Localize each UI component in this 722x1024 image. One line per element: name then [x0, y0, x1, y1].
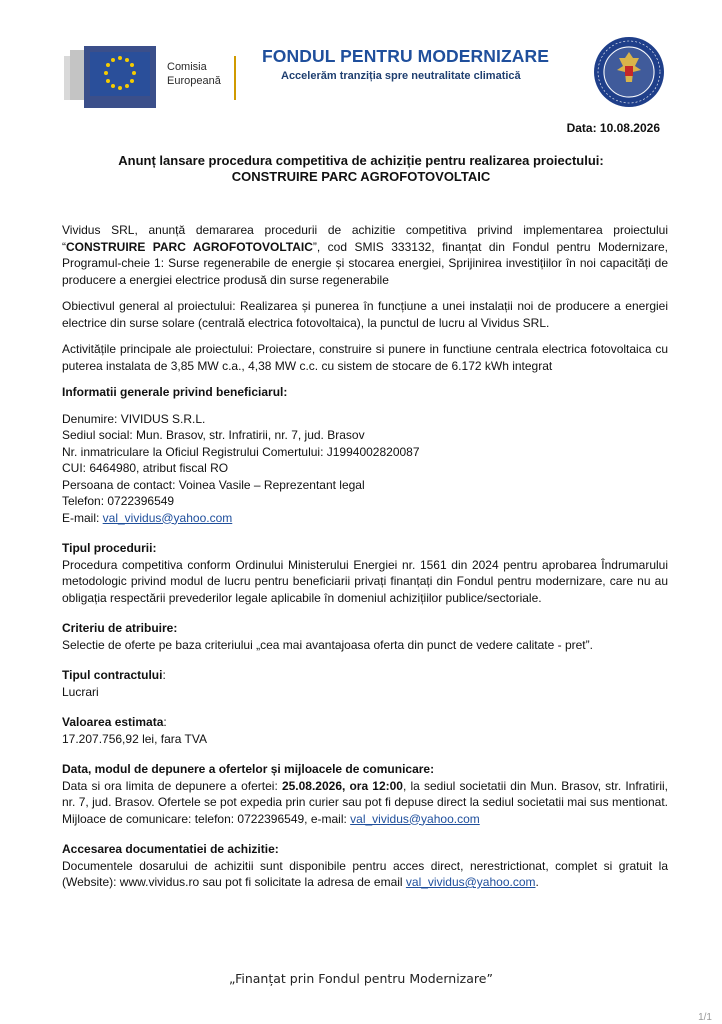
- procedure-text: Procedura competitiva conform Ordinului Ministerului Energiei nr. 1561 din 2024 pentru aprobarea Îndrumarului metodologic privind modul de lucru pentru beneficiarii privați finanțați din Fondul pentru modernizare, care nu au obligația respectării prevederilor legale aplicabile în domeniul achizițiilor publice/sectoriale.: [62, 557, 668, 605]
- beneficiary-cui: CUI: 6464980, atribut fiscal RO: [62, 461, 229, 475]
- documentation-heading: Accesarea documentatiei de achizitie:: [62, 842, 279, 856]
- submission-text-2: , la sediul societatii din Mun. Brasov, str. Infratirii, nr. 7, jud. Brasov. Ofertele se pot expedia prin curier sau pot fi depuse direct la sediul societatii mai sus mentionat. Mijloace de comunicare: telefon: 0722396549, e-mail:: [62, 778, 669, 826]
- objective-paragraph: Obiectivul general al proiectului: Realizarea și punerea în funcțiune a unei instalații noi de producere a energiei electrice din surse solare (centrală electrica fotovoltaica), la punctul de lucru al Vividus SRL.: [62, 299, 668, 330]
- intro-text-2: ”, cod SMIS 333132, finanțat din Fondul pentru Modernizare, Programul-cheie 1: Surse regenerabile de energie și stocarea energiei, Sprijinirea investițiilor în noi capacități de producere a energiei electrice produsă din surse regenerabile: [62, 239, 668, 287]
- email-label: E-mail:: [62, 510, 103, 525]
- documentation-email-link[interactable]: val_vividus@yahoo.com: [405, 875, 536, 889]
- submission-text: [62, 778, 668, 828]
- eu-text-line-2: Europeană: [167, 75, 221, 87]
- estimated-value-text: 17.207.756,92 lei, fara TVA: [62, 731, 207, 746]
- beneficiary-name: Denumire: VIVIDUS S.R.L.: [62, 411, 206, 426]
- page-number: 1/1: [698, 1012, 712, 1023]
- intro-paragraph: [62, 222, 668, 288]
- activities-paragraph: Activitățile principale ale proiectului: Proiectare, construire si punere in functiune centrala electrica fotovoltaica cu puterea instalata de 3,85 MW c.a., 4,38 MW c.c. cu sistem de stocare de 6.172 kWh integrat: [62, 342, 668, 373]
- document-title: [40, 153, 682, 185]
- submission-deadline: 25.08.2026, ora 12:00: [281, 778, 403, 793]
- estimated-value-heading-line: [62, 714, 668, 731]
- contract-type-colon: :: [162, 668, 166, 682]
- documentation-text-body: Documentele dosarului de achizitii sunt disponibile pentru acces direct, nerestrictionat, complet si gratuit la (Website): www.vividus.ro sau pot fi solicitate la adresa de email: [62, 858, 668, 889]
- header-divider: [234, 56, 236, 100]
- intro-project-name: CONSTRUIRE PARC AGROFOTOVOLTAIC: [66, 239, 313, 254]
- beneficiary-email-link[interactable]: val_vividus@yahoo.com: [102, 510, 233, 525]
- beneficiary-heading: Informatii generale privind beneficiarul:: [62, 385, 288, 399]
- header: [0, 28, 722, 118]
- documentation-text: [62, 858, 668, 891]
- government-seal-logo: [593, 36, 665, 108]
- documentation-text-end: .: [535, 875, 539, 889]
- beneficiary-registry: Nr. inmatriculare la Oficiul Registrului Comertului: J1994002820087: [62, 444, 420, 459]
- intro-text-1: Vividus SRL, anunță demararea procedurii de achizitie competitiva privind implementarea proiectului “: [62, 223, 668, 254]
- criteria-heading: Criteriu de atribuire:: [62, 621, 178, 635]
- estimated-value-heading: Valoarea estimata: [62, 715, 164, 729]
- beneficiary-email-line: [62, 510, 668, 527]
- announcement-date: Data: 10.08.2026: [566, 121, 660, 135]
- beneficiary-contact: Persoana de contact: Voinea Vasile – Reprezentant legal: [62, 477, 365, 492]
- footer-funding-note: „Finanțat prin Fondul pentru Modernizare”: [229, 971, 493, 986]
- beneficiary-phone: Telefon: 0722396549: [62, 494, 175, 508]
- beneficiary-seat: Sediul social: Mun. Brasov, str. Infratirii, nr. 7, jud. Brasov: [62, 428, 365, 442]
- criteria-text: Selectie de oferte pe baza criteriului „cea mai avantajoasa oferta din punct de vedere calitate - pret”.: [62, 637, 593, 652]
- estimated-value-colon: :: [163, 715, 167, 729]
- contract-type-heading-line: [62, 667, 668, 684]
- procedure-heading: Tipul procedurii:: [62, 541, 157, 555]
- european-commission-logo: [64, 46, 164, 108]
- document-body: [62, 222, 668, 891]
- submission-email-link[interactable]: val_vividus@yahoo.com: [350, 811, 480, 826]
- title-line-1: Anunț lansare procedura competitiva de achiziție pentru realizarea proiectului:: [118, 153, 604, 168]
- title-project-name: CONSTRUIRE PARC AGROFOTOVOLTAIC: [231, 169, 491, 184]
- fund-subtitle: Accelerăm tranziția spre neutralitate climatică: [281, 70, 521, 82]
- contract-type-heading: Tipul contractului: [62, 668, 163, 682]
- fund-title: FONDUL PENTRU MODERNIZARE: [262, 46, 550, 66]
- eu-commission-label: [167, 60, 221, 88]
- submission-heading: Data, modul de depunere a ofertelor și mijloacele de comunicare:: [62, 762, 435, 776]
- contract-type-text: Lucrari: [62, 684, 99, 699]
- submission-text-1: Data si ora limita de depunere a ofertei:: [62, 778, 282, 793]
- eu-text-line-1: Comisia: [167, 61, 207, 73]
